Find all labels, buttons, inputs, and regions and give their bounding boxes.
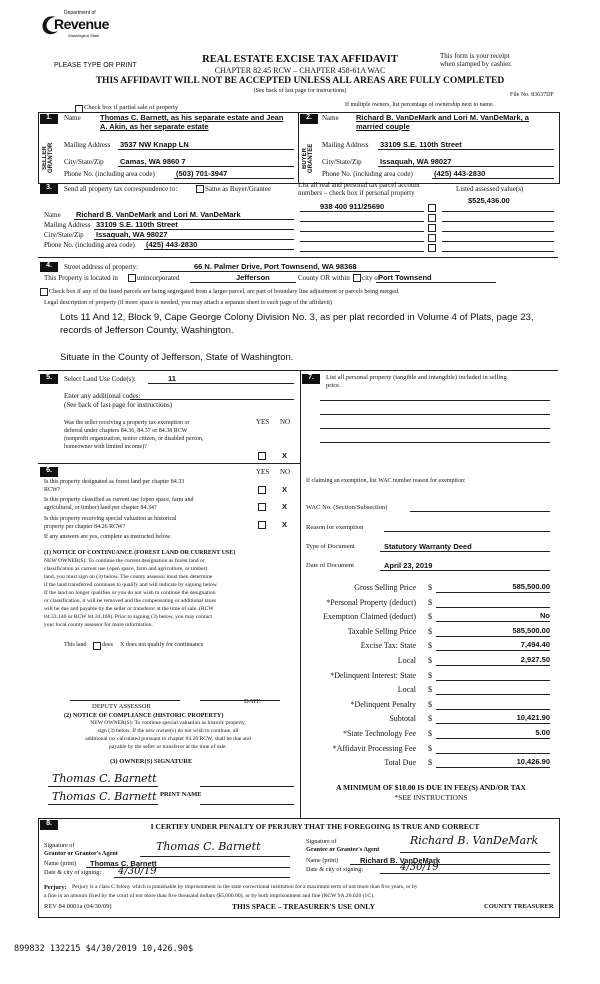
parcel-personal-checkbox-4[interactable] (428, 234, 436, 242)
grantor-date-value[interactable]: 4/30/19 (118, 866, 157, 877)
tax-row-underline (436, 650, 550, 651)
grantor-name-value[interactable]: Thomas C. Barnett (90, 859, 157, 868)
tax-row-value[interactable]: 10,421.90 (516, 713, 550, 723)
grantee-date-label: Date & city of signing: (306, 866, 364, 873)
tax-row-value[interactable]: 2,927.50 (520, 655, 550, 664)
assessor-date-label: DATE (244, 698, 261, 705)
seller-phone-label: Phone No. (including area code) (64, 170, 155, 178)
notice-1-line-4: if the land transferred continues to qualify and will indicate by signing below. (44, 582, 218, 588)
street-label: Street address of property: (64, 263, 139, 271)
buyer-name-line-2[interactable]: married couple (356, 122, 410, 131)
tax-row-value[interactable]: 10,426.90 (516, 757, 550, 767)
legal-description-label: Legal description of property (if more space is needed, you may attach a separate sheet to each page of the affidavit) (44, 299, 332, 306)
exempt-yes-checkbox[interactable] (258, 452, 266, 460)
certify-statement: I CERTIFY UNDER PENALTY OF PERJURY THAT THE FOREGOING IS TRUE AND CORRECT (150, 822, 480, 831)
corr-mailing-value[interactable]: 33109 S.E. 110th Street (96, 220, 178, 229)
land-use-yes-header: YES (256, 418, 270, 426)
document-type-label: Type of Document (306, 543, 355, 550)
perjury-line-1: Perjury is a class C felony which is punishable by imprisonment in the state correctional institution for a maximum term of not more than five years, or by (72, 884, 418, 890)
tax-row-label: Total Due (384, 758, 416, 768)
forest-q1-no-mark[interactable]: X (282, 485, 288, 494)
exempt-question-2: deferral under chapters 84.36, 84.37 or 84.38 RCW (64, 428, 188, 434)
tax-row-label: *Affidavit Processing Fee (332, 743, 416, 753)
buyer-phone-label: Phone No. (including area code) (322, 170, 413, 178)
seller-vertical-label: SELLER GRANTOR (42, 142, 54, 174)
document-date-label: Date of Document (306, 562, 355, 569)
tax-row-underline (436, 694, 550, 695)
cashier-stamp: 899832 132215 $4/30/2019 10,426.90$ (14, 944, 194, 954)
tax-row-underline (436, 592, 550, 593)
if-yes-note: If any answers are yes, complete as instructed below. (44, 534, 172, 540)
personal-property-label-2: price. (326, 382, 341, 389)
forest-yes-header: YES (256, 468, 270, 476)
city-value[interactable]: Port Townsend (378, 273, 432, 282)
parcel-personal-checkbox-2[interactable] (428, 214, 436, 222)
seller-name-label: Name (64, 114, 81, 122)
tax-row-dollar: $ (428, 699, 432, 709)
does-not-qualify-label: X does not qualify for continuance (120, 642, 204, 648)
rev-number: REV 84 0001a (04/30/09) (44, 903, 112, 910)
tax-row-dollar: $ (428, 656, 432, 665)
parcel-personal-checkbox-3[interactable] (428, 224, 436, 232)
parcel-number[interactable]: 938 400 911/25690 (320, 202, 385, 211)
brand-main: Revenue (54, 16, 109, 32)
notice-2-line-3: additional tax calculated pursuant to chapter 84.26 RCW, shall be due and (85, 736, 251, 742)
forest-q3-line-2: property per chapter 84.26 RCW? (44, 524, 126, 530)
notice-1-line-1: NEW OWNER(S): To continue the current designation as forest land or (44, 558, 205, 564)
section-3-number: 3. (40, 184, 58, 194)
section-5-number: 5. (40, 374, 58, 384)
tax-row-label: Taxable Selling Price (347, 626, 416, 636)
buyer-city-label: City/State/Zip (322, 158, 362, 166)
street-value[interactable]: 66 N. Palmer Drive, Port Townsend, WA 98368 (194, 262, 357, 271)
notice-1-line-7: will be due and payable by the seller or transferor at the time of sale. (RCW (44, 606, 214, 612)
same-as-buyer-checkbox[interactable] (196, 185, 204, 193)
owner-signature-2[interactable]: Thomas C. Barnett (52, 790, 157, 803)
seller-phone-value[interactable]: (503) 701-3947 (176, 169, 228, 178)
seller-name-line-2[interactable]: A. Akin, as her separate estate (100, 122, 209, 131)
forest-q2-yes-checkbox[interactable] (258, 503, 266, 511)
buyer-vertical-label: BUYER GRANTEE (302, 143, 314, 173)
tax-row-underline (436, 767, 550, 768)
section-8-number: 8. (40, 820, 58, 830)
multiple-owners-note: If multiple owners, list percentage of ownership next to name. (345, 102, 495, 108)
tax-row-label: *Personal Property (deduct) (326, 597, 416, 607)
please-type: PLEASE TYPE OR PRINT (54, 62, 137, 69)
deputy-assessor-label: DEPUTY ASSESSOR (92, 703, 151, 710)
grantee-date-value[interactable]: 4/30/19 (400, 862, 439, 873)
legal-line-2[interactable]: records of Jefferson County, Washington. (60, 325, 234, 336)
document-type-value[interactable]: Statutory Warranty Deed (384, 542, 472, 551)
grantee-name-value[interactable]: Richard B. VanDeMark (360, 856, 441, 865)
buyer-name-line-1[interactable]: Richard B. VanDeMark and Lori M. VanDeMark, a (356, 113, 529, 122)
land-use-label: Select Land Use Code(s): (64, 375, 136, 383)
grantor-sig-label-1: Signature of (44, 842, 75, 849)
tax-row-value[interactable]: 5.00 (535, 728, 550, 737)
county-or-label: County OR within (298, 274, 350, 282)
grantor-date-label: Date & city of signing: (44, 869, 102, 876)
warning-banner: THIS AFFIDAVIT WILL NOT BE ACCEPTED UNLESS ALL AREAS ARE FULLY COMPLETED (95, 76, 505, 86)
tax-row-dollar: $ (428, 641, 432, 651)
corr-name-value[interactable]: Richard B. VanDeMark and Lori M. VanDeMark (76, 210, 241, 219)
section-4-number: 4. (40, 262, 58, 272)
seller-mailing-label: Mailing Address (64, 141, 111, 149)
receipt-note-1: This form is your receipt (440, 52, 510, 60)
corr-city-label: City/State/Zip (44, 231, 84, 239)
tax-row-underline (436, 636, 550, 637)
land-use-code[interactable]: 11 (168, 374, 176, 383)
tax-row-value[interactable]: 585,500.00 (512, 625, 550, 635)
treasurer-space-label: THIS SPACE – TREASURER'S USE ONLY (232, 902, 376, 911)
tax-row-underline (436, 607, 550, 608)
forest-no-header: NO (280, 468, 291, 476)
form-title: REAL ESTATE EXCISE TAX AFFIDAVIT (202, 54, 398, 65)
buyer-mailing-value[interactable]: 33109 S.E. 110th Street (380, 140, 462, 149)
this-land-label: This land (64, 642, 87, 648)
tax-row-value[interactable]: 585,500.00 (512, 582, 550, 591)
document-date-value[interactable]: April 23, 2019 (384, 561, 433, 570)
grantee-sig-label-2: Grantee or Grantee's Agent (306, 846, 380, 853)
tax-row-dollar: $ (428, 597, 432, 607)
see-instructions-note: *SEE INSTRUCTIONS (394, 793, 468, 802)
tax-row-underline (436, 621, 550, 622)
owner-signature-label: (3) OWNER(S) SIGNATURE (110, 758, 193, 765)
located-prefix: This Property is located in (44, 274, 118, 282)
notice-2-line-1: NEW OWNER(S): To continue special valuation as historic property, (90, 720, 246, 726)
grantor-signature[interactable]: Thomas C. Barnett (156, 840, 261, 853)
segregated-label: Check box if any of the listed parcels are being segregated from a larger parcel, are part of boundary line adjustment or parcels being merged. (49, 288, 400, 295)
section-2-number: 2. (300, 114, 318, 124)
tax-row-underline (436, 753, 550, 754)
corr-city-value[interactable]: Issaquah, WA 98027 (96, 230, 168, 239)
city-of-label: city of (362, 274, 381, 282)
forest-q3-line-1: Is this property receiving special valuation as historical (44, 516, 177, 522)
tax-row-underline (436, 709, 550, 710)
notice-1-line-5: If the land no longer qualifies or you do not wish to continue the designation (44, 590, 216, 596)
tax-row-dollar: $ (428, 729, 432, 738)
exempt-question-1: Was the seller receiving a property tax exemption or (64, 420, 190, 426)
tax-row-underline (436, 680, 550, 681)
tax-row-dollar: $ (428, 612, 432, 622)
seller-city-label: City/State/Zip (64, 158, 104, 166)
corr-phone-label: Phone No. (including area code) (44, 241, 135, 249)
grantee-signature[interactable]: Richard B. VanDeMark (410, 834, 539, 847)
tax-row-label: Exemption Claimed (deduct) (323, 612, 416, 622)
tax-row-underline (436, 723, 550, 724)
notice-1-line-9: your local county assessor for more information. (44, 622, 153, 628)
assessed-value[interactable]: $525,436.00 (468, 196, 510, 205)
does-label: does (102, 642, 113, 648)
notice-1-title: (1) NOTICE OF CONTINUANCE (FOREST LAND OR CURRENT USE) (44, 550, 236, 556)
tax-row-label: Subtotal (389, 714, 416, 724)
tax-row-dollar: $ (428, 714, 432, 724)
perjury-label: Perjury: (44, 884, 67, 891)
notice-1-line-6: or classification, it will be removed and the compensating or additional taxes (44, 598, 217, 604)
forest-q1-line-1: Is this property designated as forest land per chapter 84.33 (44, 479, 185, 485)
legal-line-3[interactable]: Situate in the County of Jefferson, State of Washington. (60, 352, 294, 363)
forest-q1-line-2: RCW? (44, 487, 61, 493)
unincorporated-label: unincorporated (137, 274, 180, 282)
receipt-note-2: when stamped by cashier. (440, 60, 512, 68)
tax-row-dollar: $ (428, 626, 432, 636)
assessed-label: Listed assessed value(s) (456, 185, 524, 193)
legal-line-1[interactable]: Lots 11 And 12, Block 9, Cape George Colony Division No. 3, as per plat recorded in Volume 4 of Plats, page 23, (60, 312, 534, 323)
owner-signature-1[interactable]: Thomas C. Barnett (52, 772, 157, 785)
notice-2-title: (2) NOTICE OF COMPLIANCE (HISTORIC PROPERTY) (64, 712, 224, 719)
revenue-logo (40, 8, 109, 48)
wac-label: WAC No. (Section/Subsection) (306, 504, 388, 511)
tax-row-dollar: $ (428, 685, 432, 695)
grantee-name-label: Name (print) (306, 857, 339, 864)
grantor-name-label: Name (print) (44, 860, 77, 867)
forest-q2-line-1: Is this property classified as current use (open space, farm and (44, 497, 194, 503)
grantor-sig-label-2: Grantor or Grantor's Agent (44, 850, 118, 857)
tax-row-label: Excise Tax: State (360, 641, 416, 651)
notice-2-line-4: payable by the seller or transferor at the time of sale. (109, 744, 227, 750)
city-checkbox[interactable] (353, 274, 361, 282)
forest-q1-yes-checkbox[interactable] (258, 486, 266, 494)
tax-row-value[interactable]: No (540, 611, 550, 621)
seller-mailing-value[interactable]: 3537 NW Knapp LN (120, 140, 189, 149)
parcel-label-1: List all real and personal tax parcel account (298, 181, 420, 189)
buyer-phone-value[interactable]: (425) 443-2830 (434, 169, 486, 178)
exempt-question-4: homeowner with limited income)? (64, 444, 147, 450)
section-1-number: 1. (40, 114, 58, 124)
tax-row-label: Gross Selling Price (354, 583, 416, 592)
tax-row-label: *State Technology Fee (342, 729, 416, 738)
seller-name-line-1[interactable]: Thomas C. Barnett, as his separate estate and Jean (100, 113, 284, 122)
tax-row-value[interactable]: 7,494.40 (520, 640, 550, 650)
tax-row-dollar: $ (428, 670, 432, 680)
corr-mailing-label: Mailing Address (44, 221, 91, 229)
corr-phone-value[interactable]: (425) 443-2830 (146, 240, 198, 249)
grantee-sig-label-1: Signature of (306, 838, 337, 845)
correspondence-label: Send all property tax correspondence to: (64, 185, 178, 193)
county-treasurer-label: COUNTY TREASURER (484, 903, 554, 910)
buyer-name-label: Name (322, 114, 339, 122)
print-name-label: PRINT NAME (160, 791, 202, 798)
buyer-city-value[interactable]: Issaquah, WA 98027 (380, 157, 452, 166)
segregated-checkbox[interactable] (40, 288, 48, 296)
parcel-personal-checkbox-1[interactable] (428, 204, 436, 212)
same-as-buyer-label: Same as Buyer/Grantee (205, 185, 272, 193)
partial-sale-label: Check box if partial sale of property (84, 104, 179, 111)
tax-row-label: *Delinquent Penalty (350, 699, 416, 709)
does-qualify-checkbox[interactable] (93, 642, 101, 650)
tax-row-underline (436, 665, 550, 666)
notice-1-line-2: classification as current use (open space, farm and agriculture, or timber) (44, 566, 208, 572)
minimum-fee-note: A MINIMUM OF $10.00 IS DUE IN FEE(S) AND/OR TAX (336, 783, 526, 792)
brand-top: Department of (64, 10, 96, 16)
see-back-note: (See back of last page for instructions) (64, 401, 173, 409)
personal-property-label-1: List all personal property (tangible and intangible) included in selling (326, 374, 507, 381)
brand-sub: Washington State (68, 33, 100, 38)
parcel-personal-checkbox-5[interactable] (428, 244, 436, 252)
corr-name-label: Name (44, 211, 61, 219)
tax-row-label: *Delinquent Interest: State (330, 670, 416, 680)
exempt-question-3: (nonprofit organization, senior citizen, or disabled person, (64, 436, 204, 442)
tax-row-underline (436, 738, 550, 739)
notice-2-line-2: sign (3) below. If the new owner(s) do not wish to continue, all (97, 728, 239, 734)
unincorporated-checkbox[interactable] (128, 274, 136, 282)
section-7-number: 7. (302, 374, 320, 384)
tax-row-dollar: $ (428, 743, 432, 753)
reason-label: Reason for exemption (306, 524, 364, 531)
forest-q3-yes-checkbox[interactable] (258, 521, 266, 529)
seller-city-value[interactable]: Camas, WA 9860 7 (120, 157, 186, 166)
county-value[interactable]: Jefferson (236, 273, 270, 282)
tax-row-label: Local (397, 685, 416, 695)
tax-row-dollar: $ (428, 583, 432, 592)
file-number: File No. 83637DF (510, 92, 554, 98)
parcel-label-2: numbers – check box if personal property (298, 189, 415, 197)
tax-row-label: Local (397, 656, 416, 665)
form-chapter: CHAPTER 82.45 RCW – CHAPTER 458-61A WAC (214, 66, 386, 75)
notice-1-line-3: land, you must sign on (3) below. The county assessor must then determine (44, 574, 213, 580)
land-use-no-header: NO (280, 418, 291, 426)
section-6-number: 6. (40, 467, 58, 477)
exemption-label: If claiming an exemption, list WAC number reason for exemption: (306, 478, 466, 484)
exempt-no-mark[interactable]: X (282, 451, 288, 460)
forest-q2-no-mark[interactable]: X (282, 502, 288, 511)
notice-1-line-8: 84.33.140 or RCW 84.34.108). Prior to signing (3) below, you may contact (44, 614, 213, 620)
forest-q2-line-2: agricultural, or timber) land per chapter 84.34? (44, 505, 157, 511)
instructions-note: (See back of last page for instructions) (253, 88, 347, 94)
perjury-line-2: a fine in an amount fixed by the court of not more than five thousand dollars ($5,000.00), or by both imprisonment and fine (RCW 9A.20.020 (1C). (44, 893, 375, 899)
additional-codes-label: Enter any additional codes: (64, 392, 141, 400)
tax-row-dollar: $ (428, 758, 432, 768)
forest-q3-no-mark[interactable]: X (282, 520, 288, 529)
buyer-mailing-label: Mailing Address (322, 141, 369, 149)
